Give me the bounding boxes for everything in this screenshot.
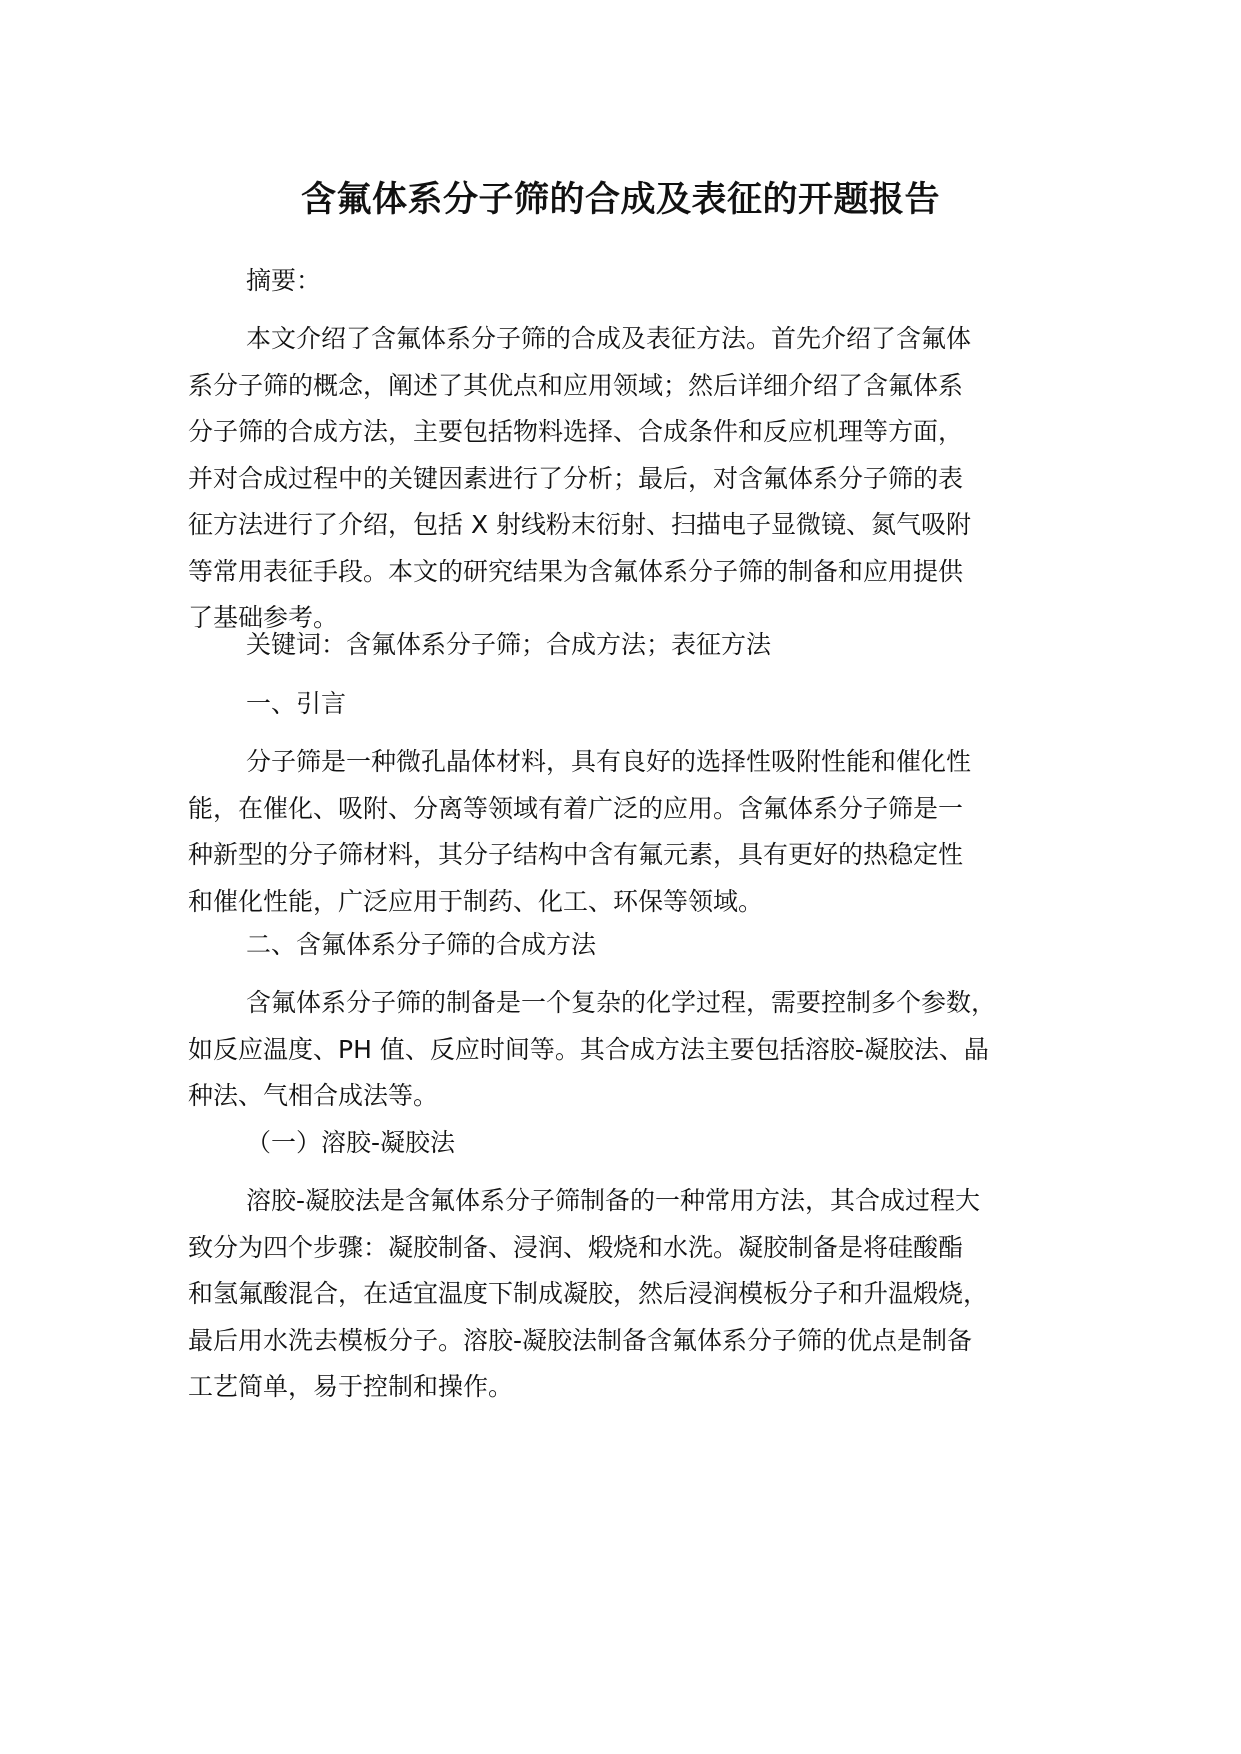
introduction-paragraph [188,739,1068,925]
sol-gel-line: 溶胶-凝胶法是含氟体系分子筛制备的一种常用方法，其合成过程大 [246,1186,981,1215]
sol-gel-line: 和氢氟酸混合，在适宜温度下制成凝胶，然后浸润模板分子和升温煅烧， [188,1279,989,1308]
abstract-line: 系分子筛的概念，阐述了其优点和应用领域；然后详细介绍了含氟体系 [188,370,964,400]
introduction-line: 能，在催化、吸附、分离等领域有着广泛的应用。含氟体系分子筛是一 [188,793,964,823]
document-title: 含氟体系分子筛的合成及表征的开题报告 [300,180,940,220]
keywords-line: 关键词：含氟体系分子筛；合成方法；表征方法 [246,630,772,659]
introduction-line: 和催化性能，广泛应用于制药、化工、环保等领域。 [188,886,764,916]
synthesis-line: 种法、气相合成法等。 [188,1081,439,1110]
abstract-line: 了基础参考。 [188,603,339,632]
section-heading-synthesis: 二、含氟体系分子筛的合成方法 [246,930,597,959]
subsection-heading-sol-gel: （一）溶胶-凝胶法 [246,1128,456,1157]
synthesis-line: 如反应温度、PH 值、反应时间等。其合成方法主要包括溶胶-凝胶法、晶 [188,1034,989,1064]
sol-gel-line: 工艺简单，易于控制和操作。 [188,1372,514,1401]
synthesis-line: 含氟体系分子筛的制备是一个复杂的化学过程，需要控制多个参数， [246,988,997,1017]
introduction-line: 分子筛是一种微孔晶体材料，具有良好的选择性吸附性能和催化性 [246,747,972,776]
sol-gel-line: 最后用水洗去模板分子。溶胶-凝胶法制备含氟体系分子筛的优点是制备 [188,1325,973,1355]
abstract-line: 等常用表征手段。本文的研究结果为含氟体系分子筛的制备和应用提供 [188,556,964,586]
sol-gel-paragraph [188,1178,1068,1411]
abstract-line: 并对合成过程中的关键因素进行了分析；最后，对含氟体系分子筛的表 [188,463,964,493]
abstract-paragraph [188,316,1068,642]
sol-gel-line: 致分为四个步骤：凝胶制备、浸润、煅烧和水洗。凝胶制备是将硅酸酯 [188,1232,964,1262]
abstract-line: 征方法进行了介绍，包括 X 射线粉末衍射、扫描电子显微镜、氮气吸附 [188,510,972,539]
abstract-line: 本文介绍了含氟体系分子筛的合成及表征方法。首先介绍了含氟体 [246,324,972,353]
introduction-line: 种新型的分子筛材料，其分子结构中含有氟元素，具有更好的热稳定性 [188,840,964,869]
abstract-line: 分子筛的合成方法，主要包括物料选择、合成条件和反应机理等方面， [188,417,964,446]
synthesis-paragraph [188,980,1068,1120]
section-heading-introduction: 一、引言 [246,689,347,718]
abstract-heading: 摘要： [246,266,322,295]
